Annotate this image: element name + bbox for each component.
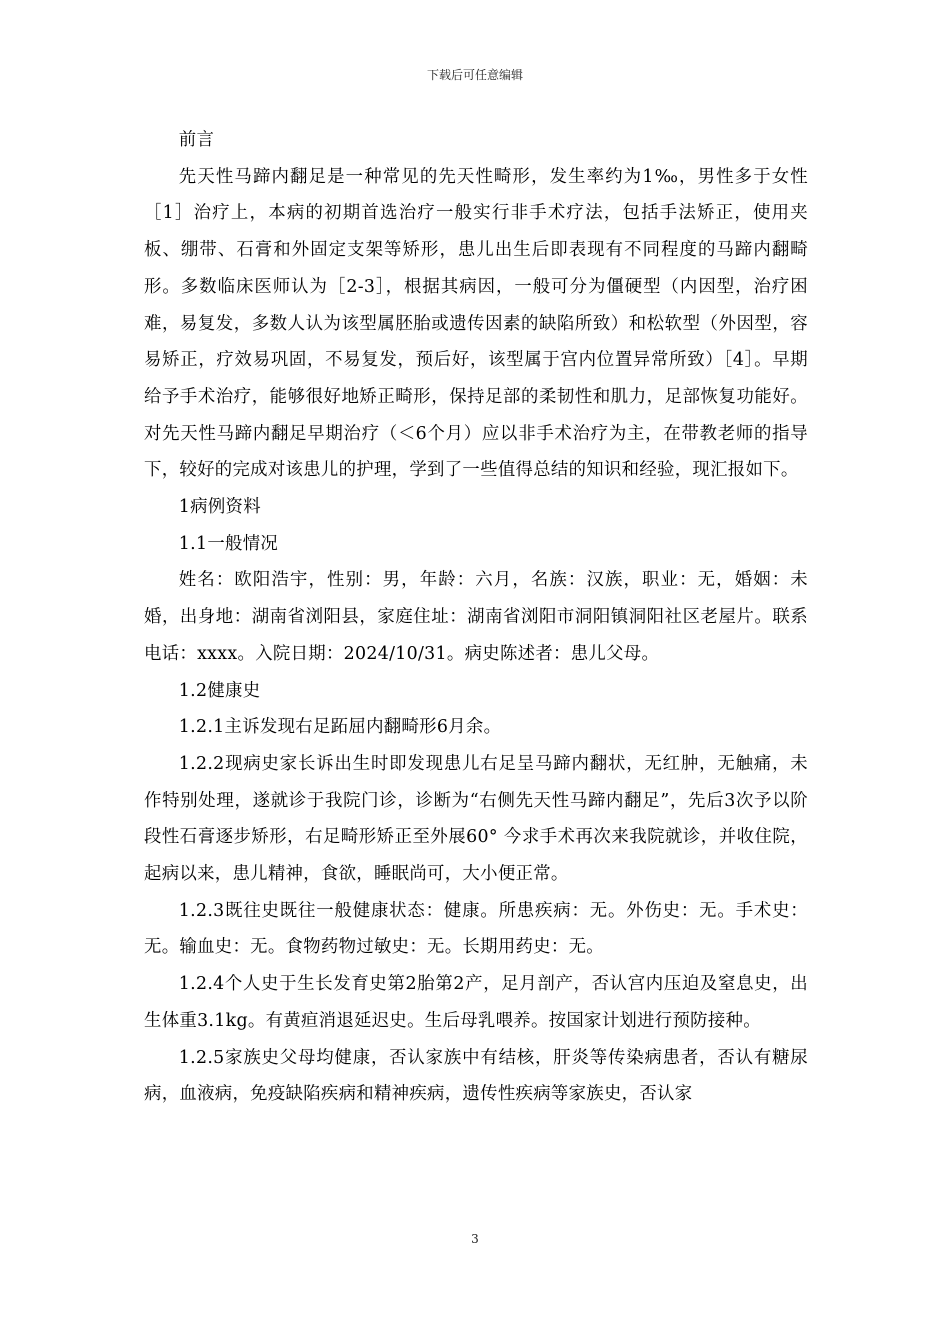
preface-paragraph: 先天性马蹄内翻足是一种常见的先天性畸形，发生率约为1‰，男性多于女性［1］治疗上，本病的初期首选治疗一般实行非手术疗法，包括手法矫正，使用夹板、绷带、石膏和外固定支架等矫形，患儿出生后即表现有不同程度的马蹄内翻畸形。多数临床医师认为［2-3］，根据其病因，一般可分为僵硬型（内因型，治疗困难，易复发，多数人认为该型属胚胎或遗传因素的缺陷所致）和松软型（外因型，容易矫正，疗效易巩固，不易复发，预后好，该型属于宫内位置异常所致）［4］。早期给予手术治疗，能够很好地矫正畸形，保持足部的柔韧性和肌力，足部恢复功能好。对先天性马蹄内翻足早期治疗（＜6个月）应以非手术治疗为主，在带教老师的指导下，较好的完成对该患儿的护理，学到了一些值得总结的知识和经验，现汇报如下。 (144, 166, 808, 481)
patient-info-paragraph: 姓名：欧阳浩宇，性别：男，年龄：六月，名族：汉族，职业：无，婚姻：未婚，出身地：湖南省浏阳县，家庭住址：湖南省浏阳市洞阳镇洞阳社区老屋片。联系电话：xxxx。入院日期：2024/10/31。病史陈述者：患儿父母。 (144, 570, 808, 664)
preface-heading: 前言 (178, 130, 215, 150)
subsection-heading-health-history: 1.2健康史 (178, 680, 261, 701)
chief-complaint-paragraph: 1.2.1主诉发现右足跖屈内翻畸形6月余。 (178, 717, 502, 738)
document-body (144, 122, 808, 1113)
past-history-paragraph: 1.2.3既往史既往一般健康状态：健康。所患疾病：无。外伤史：无。手术史：无。输血史：无。食物药物过敏史：无。长期用药史：无。 (144, 900, 808, 958)
family-history-paragraph: 1.2.5家族史父母均健康，否认家族中有结核，肝炎等传染病患者，否认有糖尿病，血液病，免疫缺陷疾病和精神疾病，遗传性疾病等家族史，否认家 (144, 1047, 808, 1105)
section-heading-case-data: 1病例资料 (178, 497, 261, 518)
personal-history-paragraph: 1.2.4个人史于生长发育史第2胎第2产，足月剖产，否认宫内压迫及窒息史，出生体重3.1kg。有黄疸消退延迟史。生后母乳喂养。按国家计划进行预防接种。 (144, 974, 808, 1031)
present-illness-paragraph: 1.2.2现病史家长诉出生时即发现患儿右足呈马蹄内翻状，无红肿，无触痛，未作特别处理，遂就诊于我院门诊，诊断为“右侧先天性马蹄内翻足”，先后3次予以阶段性石膏逐步矫形，右足畸形矫正至外展60° 今求手术再次来我院就诊，并收住院，起病以来，患儿精神，食欲，睡眠尚可，大小便正常。 (144, 753, 808, 885)
page-header: 下载后可任意编辑 (426, 68, 523, 82)
page-number: 3 (471, 1232, 479, 1246)
subsection-heading-general: 1.1一般情况 (178, 533, 279, 554)
